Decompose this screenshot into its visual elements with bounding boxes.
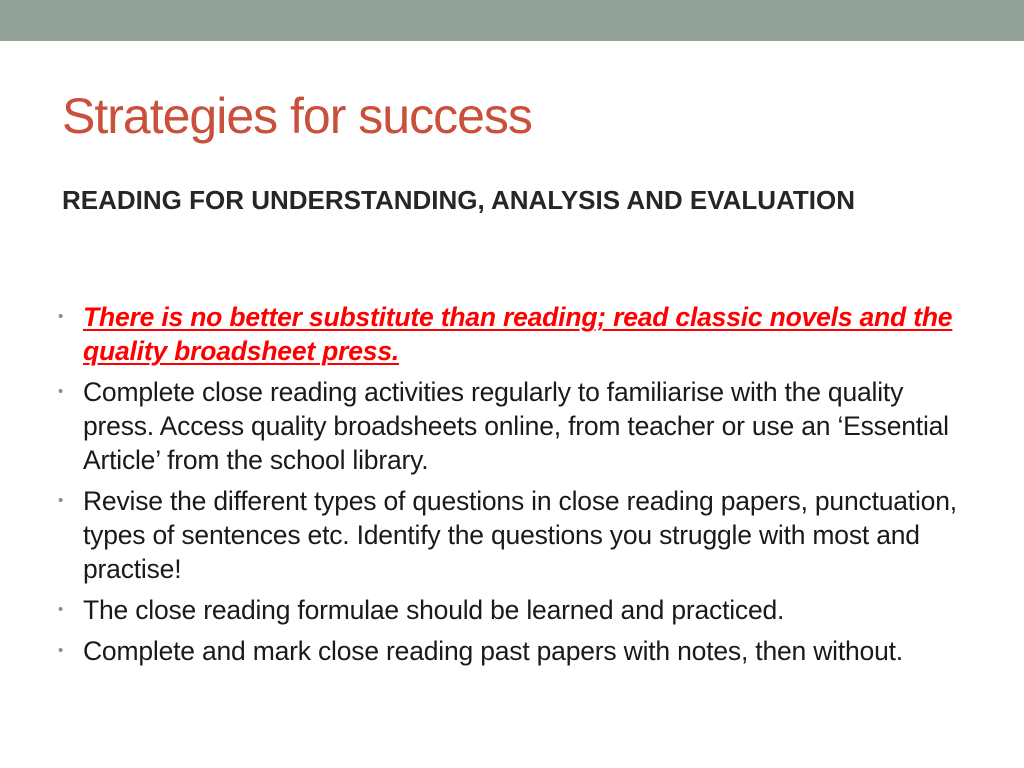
slide-subtitle: READING FOR UNDERSTANDING, ANALYSIS AND EVALUATION [62,185,856,215]
bullet-item [55,634,975,668]
bullet-item [55,300,975,368]
bullet-text: The close reading formulae should be learned and practiced. [83,595,785,625]
bullet-item [55,593,975,627]
slide-title: Strategies for success [62,88,532,144]
bullet-text: Complete and mark close reading past papers with notes, then without. [83,636,903,666]
bullet-text: Complete close reading activities regularly to familiarise with the quality press. Access quality broadsheets online, from teacher or use an ‘Essential Article’ from the school library. [83,377,949,475]
bullet-text: There is no better substitute than reading; read classic novels and the quality broadsheet press. [83,302,953,366]
bullet-item [55,375,975,477]
bullet-item [55,484,975,586]
bullet-icon: • [58,383,64,400]
bullet-icon: • [58,642,64,659]
bullet-text: Revise the different types of questions in close reading papers, punctuation, types of sentences etc. Identify the questions you struggle with most and practise! [83,486,957,584]
bullet-icon: • [58,308,64,325]
bullet-icon: • [58,601,64,618]
bullet-list [55,300,975,675]
bullet-icon: • [58,492,64,509]
top-accent-band [0,0,1024,41]
